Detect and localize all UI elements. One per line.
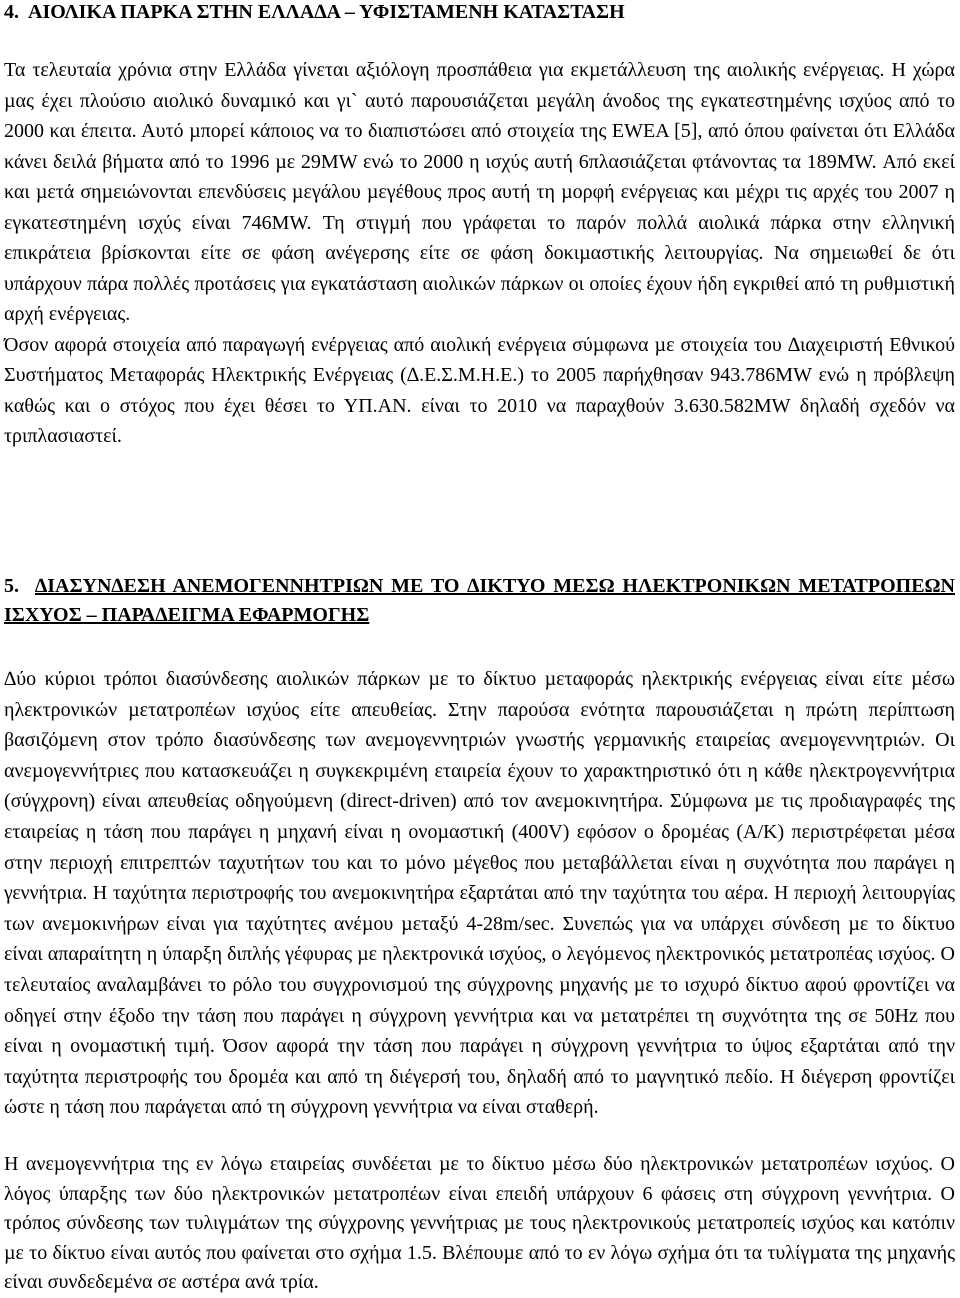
paragraph (4, 664, 955, 1123)
text-line: τρόπος σύνδεσης των τυλιγµάτων της σύγχρονης γεννήτριας µε τους ηλεκτρονικούς µετατροπείς ισχύος και κατόπιν (4, 1212, 955, 1234)
paragraph (4, 1150, 955, 1298)
text-line: 2000 και έπειτα. Αυτό µπορεί κάποιος να το διαπιστώσει από στοιχεία της EWEA [5], από όπου φαίνεται ότι Ελλάδα (4, 120, 955, 142)
text-line: Συστήµατος Μεταφοράς Ηλεκτρικής Ενέργειας (∆.Ε.Σ.Μ.Η.Ε.) το 2005 παρήχθησαν 943.786MW ενώ η πρόβλεψη (4, 364, 955, 386)
section-title-continued: ΙΣΧΥΟΣ – ΠΑΡΑ∆ΕΙΓΜΑ ΕΦΑΡΜΟΓΗΣ (4, 604, 370, 626)
text-line: και µετά σηµειώνονται επενδύσεις µεγάλου µεγέθους προς αυτή τη µορφή ενέργειας και µέχρι τις αρχές του 2007 η (4, 181, 955, 203)
text-line: επικράτεια βρίσκονται είτε σε φάση ανέγερσης είτε σε φάση δοκιµαστικής λειτουργίας. Να σηµειωθεί δε ότι (4, 242, 955, 264)
text-line: (σύγχρονη) είναι απευθείας οδηγούµενη (direct-driven) από τον ανεµοκινητήρα. Σύµφωνα µε τις προδιαγραφές της (4, 790, 955, 813)
text-line: ώστε η τάση που παράγεται από τη σύγχρονη γεννήτρια να είναι σταθερή. (4, 1096, 599, 1119)
text-line: στην περιοχή επιτρεπτών ταχυτήτων του και το µόνο µέγεθος που µεταβάλλεται είναι η συχνότητα που παράγει η (4, 851, 955, 874)
text-line: ανεµογεννήτριες που κατασκευάζει η συγκεκριµένη εταιρεία έχουν το χαρακτηριστικό ότι η κάθε ηλεκτρογεννήτρια (4, 759, 955, 782)
section-number: 4. (4, 1, 19, 23)
text-line: κάνει δειλά βήµατα από το 1996 µε 29MW ενώ το 2000 η ισχύς αυτή 6πλασιάζεται φτάνοντας τα 189MW. Από εκεί (4, 150, 955, 173)
text-line: ∆ύο κύριοι τρόποι διασύνδεσης αιολικών πάρκων µε το δίκτυο µεταφοράς ηλεκτρικής ενέργειας είναι είτε µέσω (4, 668, 955, 690)
paragraph (4, 330, 955, 452)
text-line: εγκατεστηµένη ισχύς είναι 746MW. Τη στιγµή που γράφεται το παρόν πολλά αιολικά πάρκα στην ελληνική (4, 211, 955, 234)
text-line: ηλεκτρονικών µετατροπέων ισχύος είτε απευθείας. Στην παρούσα ενότητα παρουσιάζεται η πρώτη περίπτωση (4, 698, 955, 721)
text-line: εταιρείας η τάση που παράγει η µηχανή είναι η ονοµαστική (400V) εφόσον ο δροµέας (Α/Κ) περιστρέφεται µέσα (4, 820, 955, 843)
text-line: βασιζόµενη στον τρόπο διασύνδεσης των ανεµογεννητριών γνωστής γερµανικής εταιρείας ανεµογεννητριών. Οι (4, 729, 955, 752)
text-line: καθώς και ο στόχος που έχει θέσει το ΥΠ.ΑΝ. είναι το 2010 να παραχθούν 3.630.582MW δηλαδή σχεδόν να (4, 394, 955, 417)
text-line: τελευταίος αναλαµβάνει το ρόλο του συγχρονισµού της σύγχρονης µηχανής µε το ισχυρό δίκτυο αφού φροντίζει να (4, 973, 955, 996)
section-title-row (4, 572, 955, 601)
text-line: Τα τελευταία χρόνια στην Ελλάδα γίνεται αξιόλογη προσπάθεια για εκµετάλλευση της αιολικής ενέργειας. Η χώρα (4, 59, 955, 81)
text-line: υπάρχουν πάρα πολλές προτάσεις για εγκατάσταση αιολικών πάρκων οι οποίες έχουν ήδη εγκριθεί από τη ρυθµιστική (4, 272, 955, 295)
section-title-row (4, 601, 955, 630)
text-line: είναι συνδεδεµένα σε αστέρα ανά τρία. (4, 1271, 319, 1293)
text-line: των ανεµοκινήρων είναι για ταχύτητες ανέµου µεταξύ 4-28m/sec. Συνεπώς για να υπάρχει σύνδεση µε το δίκτυο (4, 912, 955, 935)
text-line: Η ανεµογεννήτρια της εν λόγω εταιρείας συνδέεται µε το δίκτυο µέσω δύο ηλεκτρονικών µετατροπέων ισχύος. Ο (4, 1153, 955, 1175)
text-line: µας έχει πλούσιο αιολικό δυναµικό και γι` αυτό παρουσιάζεται µεγάλη άνοδος της εγκατεστηµένης ισχύος από το (4, 89, 955, 112)
section-title: ΑΙΟΛΙΚΑ ΠΑΡΚΑ ΣΤΗΝ ΕΛΛΑ∆Α – ΥΦΙΣΤΑΜΕΝΗ ΚΑΤΑΣΤΑΣΗ (28, 1, 625, 23)
text-line: λόγος ύπαρξης των δύο ηλεκτρονικών µετατροπέων είναι επειδή υπάρχουν 6 φάσεις στη σύγχρονη γεννήτρια. Ο (4, 1182, 955, 1205)
text-line: µε το δίκτυο είναι αυτός που φαίνεται στο σχήµα 1.5. Βλέπουµε από το εν λόγω σχήµα ότι τα τυλίγµατα της µηχανής (4, 1241, 955, 1264)
text-line: τριπλασιαστεί. (4, 425, 122, 447)
section-title: ∆ΙΑΣΥΝ∆ΕΣΗ ΑΝΕΜΟΓΕΝΝΗΤΡΙΩΝ ΜΕ ΤΟ ∆ΙΚΤΥΟ ΜΕΣΩ ΗΛΕΚΤΡΟΝΙΚΩΝ ΜΕΤΑΤΡΟΠΕΩΝ (35, 575, 955, 597)
text-line: οδηγεί στην έξοδο την τάση που παράγει η σύγχρονη γεννήτρια και να µετατρέπει τη συχνότητα της σε 50Hz που (4, 1004, 955, 1027)
text-line: αρχή ενέργειας. (4, 303, 131, 325)
text-line: είναι η ονοµαστική τιµή. Όσον αφορά την τάση που παράγει η σύγχρονη γεννήτρια το ύψος εξαρτάται από την (4, 1035, 955, 1058)
section-5-heading (4, 572, 955, 630)
section-4-heading (4, 0, 955, 24)
text-line: Όσον αφορά στοιχεία από παραγωγή ενέργειας από αιολική ενέργεια σύµφωνα µε στοιχεία του ∆ιαχειριστή Εθνικού (4, 333, 955, 356)
paragraph (4, 55, 955, 330)
text-line: είναι απαραίτητη η ύπαρξη διπλής γέφυρας µε ηλεκτρονικά ισχύος, ο λεγόµενος ηλεκτρονικός µετατροπέας ισχύος. Ο (4, 943, 955, 966)
section-number: 5. (4, 575, 19, 597)
section-4-body (4, 55, 955, 452)
text-line: γεννήτρια. Η ταχύτητα περιστροφής του ανεµοκινητήρα εξαρτάται από την ταχύτητα του αέρα. Η περιοχή λειτουργίας (4, 882, 955, 905)
text-line: ταχύτητα περιστροφής του δροµέα και από τη διέγερσή του, δηλαδή από το µαγνητικό πεδίο. Η διέγερση φροντίζει (4, 1065, 955, 1088)
